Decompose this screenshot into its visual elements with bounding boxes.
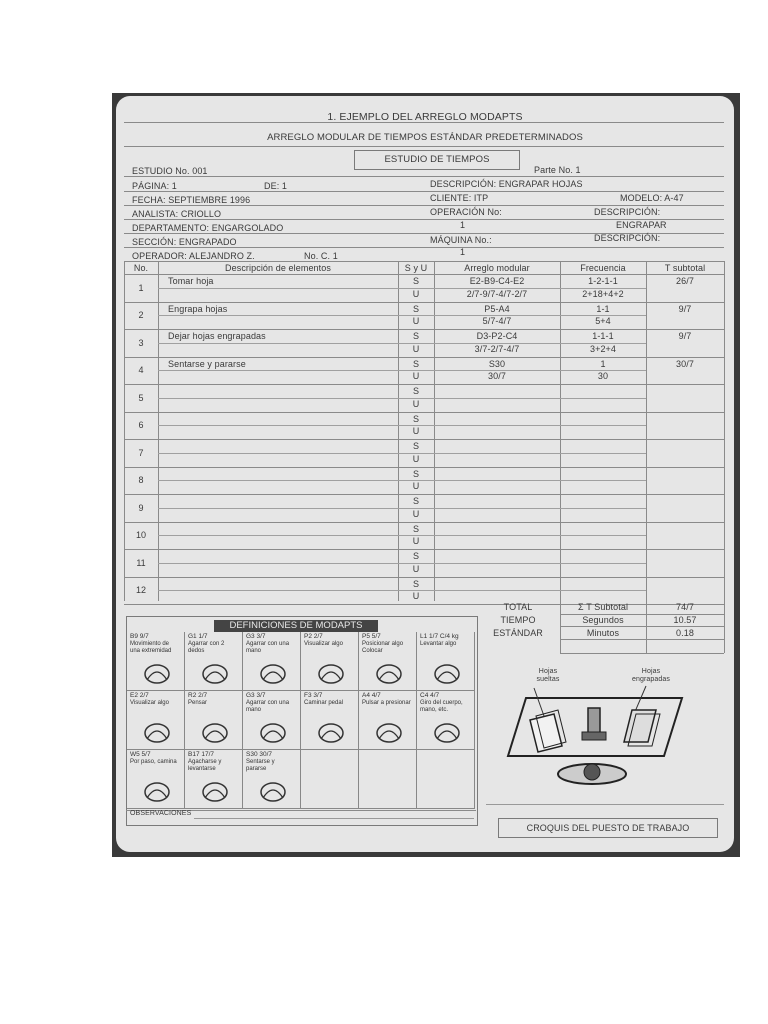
definition-code: F3 3/7 [304,692,323,699]
estudio-no: ESTUDIO No. 001 [132,166,208,176]
subtitle-rule [124,146,724,147]
box-title: ESTUDIO DE TIEMPOS [384,154,490,165]
row-number: 7 [138,447,144,458]
row-u-marker: U [412,371,420,382]
definition-caption: Agarrar con una mano [246,641,290,654]
stapled-sheets-icon [624,710,656,742]
definition-illustration-icon [257,717,289,745]
row-rule [124,577,724,578]
definitions-title: DEFINICIONES DE MODAPTS [214,620,378,632]
definition-caption: Por paso, camina [130,759,177,765]
row-u-marker: U [412,508,420,519]
minutos-label: Minutos [586,628,620,638]
definition-caption: Sentarse y pararse [246,759,275,772]
row-s-marker: S [412,303,419,314]
definition-illustration-icon [141,717,173,745]
row-freq-s: 1-2-1-1 [588,276,618,286]
definition-code: S30 30/7 [246,751,273,758]
definition-caption: Visualizar algo [130,700,169,706]
definition-caption: Agarrar con una mano [246,700,290,713]
row-number: 11 [136,557,146,568]
row-freq-s: 1-1 [596,303,610,314]
row-mid-rule [560,535,646,536]
definition-code: B9 9/7 [130,633,149,640]
row-u-marker: U [412,536,420,547]
row-rule [124,412,724,413]
definition-code: R2 2/7 [188,692,208,699]
row-mid-rule [158,535,560,536]
row-s-marker: S [412,358,419,369]
row-arreglo-s: P5-A4 [484,303,510,314]
rule [194,818,474,819]
definition-cell [243,632,301,691]
row-u-marker: U [412,288,420,299]
row-number: 3 [138,337,144,348]
row-arreglo-s: S30 [488,358,506,369]
definition-code: W5 5/7 [130,751,151,758]
row-mid-rule [158,398,560,399]
definition-illustration-icon [199,717,231,745]
row-rule [124,357,724,358]
definition-code: G3 3/7 [246,692,266,699]
observaciones-label: OBSERVACIONES [130,810,192,817]
st-subtotal-label: Σ T Subtotal [577,602,629,612]
definition-illustration-icon [315,658,347,686]
row-mid-rule [158,425,560,426]
definition-caption: Posicionar algo Colocar [362,641,404,654]
croquis-label: CROQUIS DEL PUESTO DE TRABAJO [526,823,690,833]
row-description: Tomar hoja [168,276,214,286]
rule [124,191,724,192]
definition-code: C4 4/7 [420,692,440,699]
row-mid-rule [560,563,646,564]
row-arreglo-s: D3-P2-C4 [476,331,518,341]
row-mid-rule [158,480,560,481]
col-header-desc: Descripción de elementos [225,263,331,273]
definition-cell [417,632,475,691]
row-rule [124,549,724,550]
total-label: TOTAL [503,602,533,612]
minutos-value: 0.18 [676,628,694,638]
row-mid-rule [560,590,646,591]
definition-illustration-icon [141,658,173,686]
pointer-line [534,688,544,716]
row-mid-rule [158,563,560,564]
definition-illustration-icon [373,658,405,686]
row-u-marker: U [412,343,420,354]
row-s-marker: S [412,468,419,479]
row-freq-u: 2+18+4+2 [582,288,624,299]
rule [560,639,724,640]
row-number: 12 [135,585,146,596]
st-subtotal-value: 74/7 [676,602,694,612]
definition-illustration-icon [199,776,231,804]
parte-no: Parte No. 1 [534,165,581,175]
row-s-marker: S [412,523,419,534]
definition-illustration-icon [257,658,289,686]
segundos-value: 10.57 [673,615,697,625]
col-header-syu: S y U [404,263,428,273]
definition-cell [417,691,475,750]
rule [124,261,724,262]
row-mid-rule [560,480,646,481]
row-s-marker: S [412,578,419,589]
tiempo-label: TIEMPO [500,615,536,625]
definition-illustration-icon [431,658,463,686]
maquina-no: MÁQUINA No.: [430,235,492,245]
row-mid-rule [560,398,646,399]
pagina: PÁGINA: 1 [132,181,177,191]
row-subtotal: 26/7 [676,276,694,286]
row-number: 5 [138,392,144,403]
definition-caption: Levantar algo [420,641,457,647]
definition-cell [127,632,185,691]
definition-illustration-icon [431,717,463,745]
row-u-marker: U [412,591,420,602]
row-freq-u: 3+2+4 [589,343,617,354]
row-s-marker: S [412,413,419,424]
descripcion-3: DESCRIPCIÓN: [594,233,661,243]
operacion-no: OPERACIÓN No: [430,207,502,217]
row-s-marker: S [412,386,419,396]
fecha: FECHA: SEPTIEMBRE 1996 [132,195,251,205]
departamento: DEPARTAMENTO: ENGARGOLADO [132,223,284,233]
row-arreglo-u: 3/7-2/7-4/7 [474,343,520,354]
definition-cell [301,750,359,809]
definition-cell [127,691,185,750]
row-arreglo-u: 5/7-4/7 [482,316,512,327]
col-line [724,261,725,653]
row-u-marker: U [412,481,420,492]
loose-sheets-icon [530,714,562,752]
form-title: 1. EJEMPLO DEL ARREGLO MODAPTS [327,111,523,123]
row-number: 8 [138,475,144,486]
definition-code: B17 17/7 [188,751,215,758]
definition-cell [417,750,475,809]
rule [124,205,724,206]
definition-code: L1 1/7 C/4 kg [420,633,459,640]
row-freq-s: 1-1-1 [592,331,614,341]
definition-cell [301,632,359,691]
definition-code: G3 3/7 [246,633,266,640]
descripcion-2: DESCRIPCIÓN: [594,207,661,217]
definition-code: P2 2/7 [304,633,323,640]
workstation-sketch [496,656,726,806]
operador: OPERADOR: ALEJANDRO Z. [132,251,255,261]
row-rule [124,384,724,385]
row-u-marker: U [412,398,420,409]
row-rule [124,329,724,330]
row-u-marker: U [412,563,420,574]
row-description: Sentarse y pararse [168,358,246,369]
definition-cell [243,750,301,809]
definition-caption: Pensar [188,700,208,706]
descripcion-field: DESCRIPCIÓN: ENGRAPAR HOJAS [430,179,583,189]
cliente: CLIENTE: ITP [430,193,489,203]
col-header-arreglo: Arreglo modular [464,263,530,273]
row-u-marker: U [412,316,420,327]
definition-code: P5 5/7 [362,633,381,640]
row-u-marker: U [412,426,420,437]
row-mid-rule [560,425,646,426]
row-number: 10 [135,530,146,541]
row-freq-u: 5+4 [595,316,611,327]
row-number: 2 [138,310,144,321]
row-rule [124,494,724,495]
operator-head-icon [584,764,600,780]
stapler-base-icon [582,732,606,740]
row-description: Dejar hojas engrapadas [168,331,266,341]
row-arreglo-u: 30/7 [488,371,506,382]
definition-caption: Visualizar algo [304,641,343,647]
definition-cell [359,750,417,809]
definition-cell [243,691,301,750]
definition-caption: Caminar pedal [304,700,344,706]
seccion: SECCIÓN: ENGRAPADO [132,237,237,247]
row-freq-u: 30 [597,371,609,382]
definition-code: E2 2/7 [130,692,149,699]
row-subtotal: 9/7 [678,303,692,314]
definition-cell [185,691,243,750]
definition-cell [127,750,185,809]
definition-caption: Giro del cuerpo, mano, etc. [420,700,463,713]
definition-cell [359,691,417,750]
col-header-subtotal: T subtotal [664,263,706,273]
rule [124,274,724,275]
row-number: 1 [138,282,144,293]
row-arreglo-u: 2/7-9/7-4/7-2/7 [466,288,528,299]
segundos-label: Segundos [582,615,624,625]
rule [124,247,724,248]
definition-caption: Movimiento de una extremidad [130,641,172,654]
no-c: No. C. 1 [304,251,338,261]
engrapar: ENGRAPAR [616,220,667,230]
rule [124,176,724,177]
row-rule [124,522,724,523]
form-subtitle: ARREGLO MODULAR DE TIEMPOS ESTÁNDAR PREDETERMINADOS [267,132,583,143]
row-rule [124,439,724,440]
definition-cell [359,632,417,691]
row-number: 4 [138,365,144,376]
analista: ANALISTA: CRIOLLO [132,209,222,219]
hojas-engrapadas-label: Hojas engrapadas [632,668,670,683]
row-s-marker: S [412,331,419,341]
row-mid-rule [158,590,560,591]
row-description: Engrapa hojas [168,303,228,314]
definition-illustration-icon [373,717,405,745]
rule [560,626,724,627]
definition-code: A4 4/7 [362,692,381,699]
row-s-marker: S [412,551,419,561]
definition-illustration-icon [315,717,347,745]
row-mid-rule [158,453,560,454]
row-s-marker: S [412,496,419,506]
row-mid-rule [560,453,646,454]
row-s-marker: S [412,441,419,451]
form-sheet [116,96,734,852]
row-mid-rule [158,508,560,509]
de-field: DE: 1 [264,181,288,191]
row-number: 6 [138,420,144,431]
definition-cell [185,632,243,691]
maquina-value: 1 [460,247,466,257]
rule [560,653,724,654]
definition-caption: Agarrar con 2 dedos [188,641,225,654]
row-rule [124,302,724,303]
definition-illustration-icon [141,776,173,804]
definition-code: G1 1/7 [188,633,208,640]
row-freq-s: 1 [600,358,606,369]
rule [486,804,724,805]
row-mid-rule [560,508,646,509]
row-subtotal: 9/7 [678,331,692,341]
col-line [646,261,647,653]
estandar-label: ESTÁNDAR [493,628,543,638]
row-number: 9 [138,502,144,513]
definition-caption: Pulsar a presionar [362,700,411,706]
operacion-value: 1 [460,220,466,230]
row-rule [124,467,724,468]
hojas-sueltas-label: Hojas sueltas [536,668,560,683]
row-arreglo-s: E2-B9-C4-E2 [469,276,525,286]
row-s-marker: S [412,276,419,286]
row-u-marker: U [412,453,420,464]
modelo: MODELO: A-47 [620,193,684,203]
definition-illustration-icon [199,658,231,686]
col-header-no: No. [133,263,149,273]
col-header-frecuencia: Frecuencia [580,263,626,273]
definition-cell [185,750,243,809]
definition-cell [301,691,359,750]
row-subtotal: 30/7 [676,358,694,369]
definition-illustration-icon [257,776,289,804]
definition-caption: Agacharse y levantarse [188,759,222,772]
